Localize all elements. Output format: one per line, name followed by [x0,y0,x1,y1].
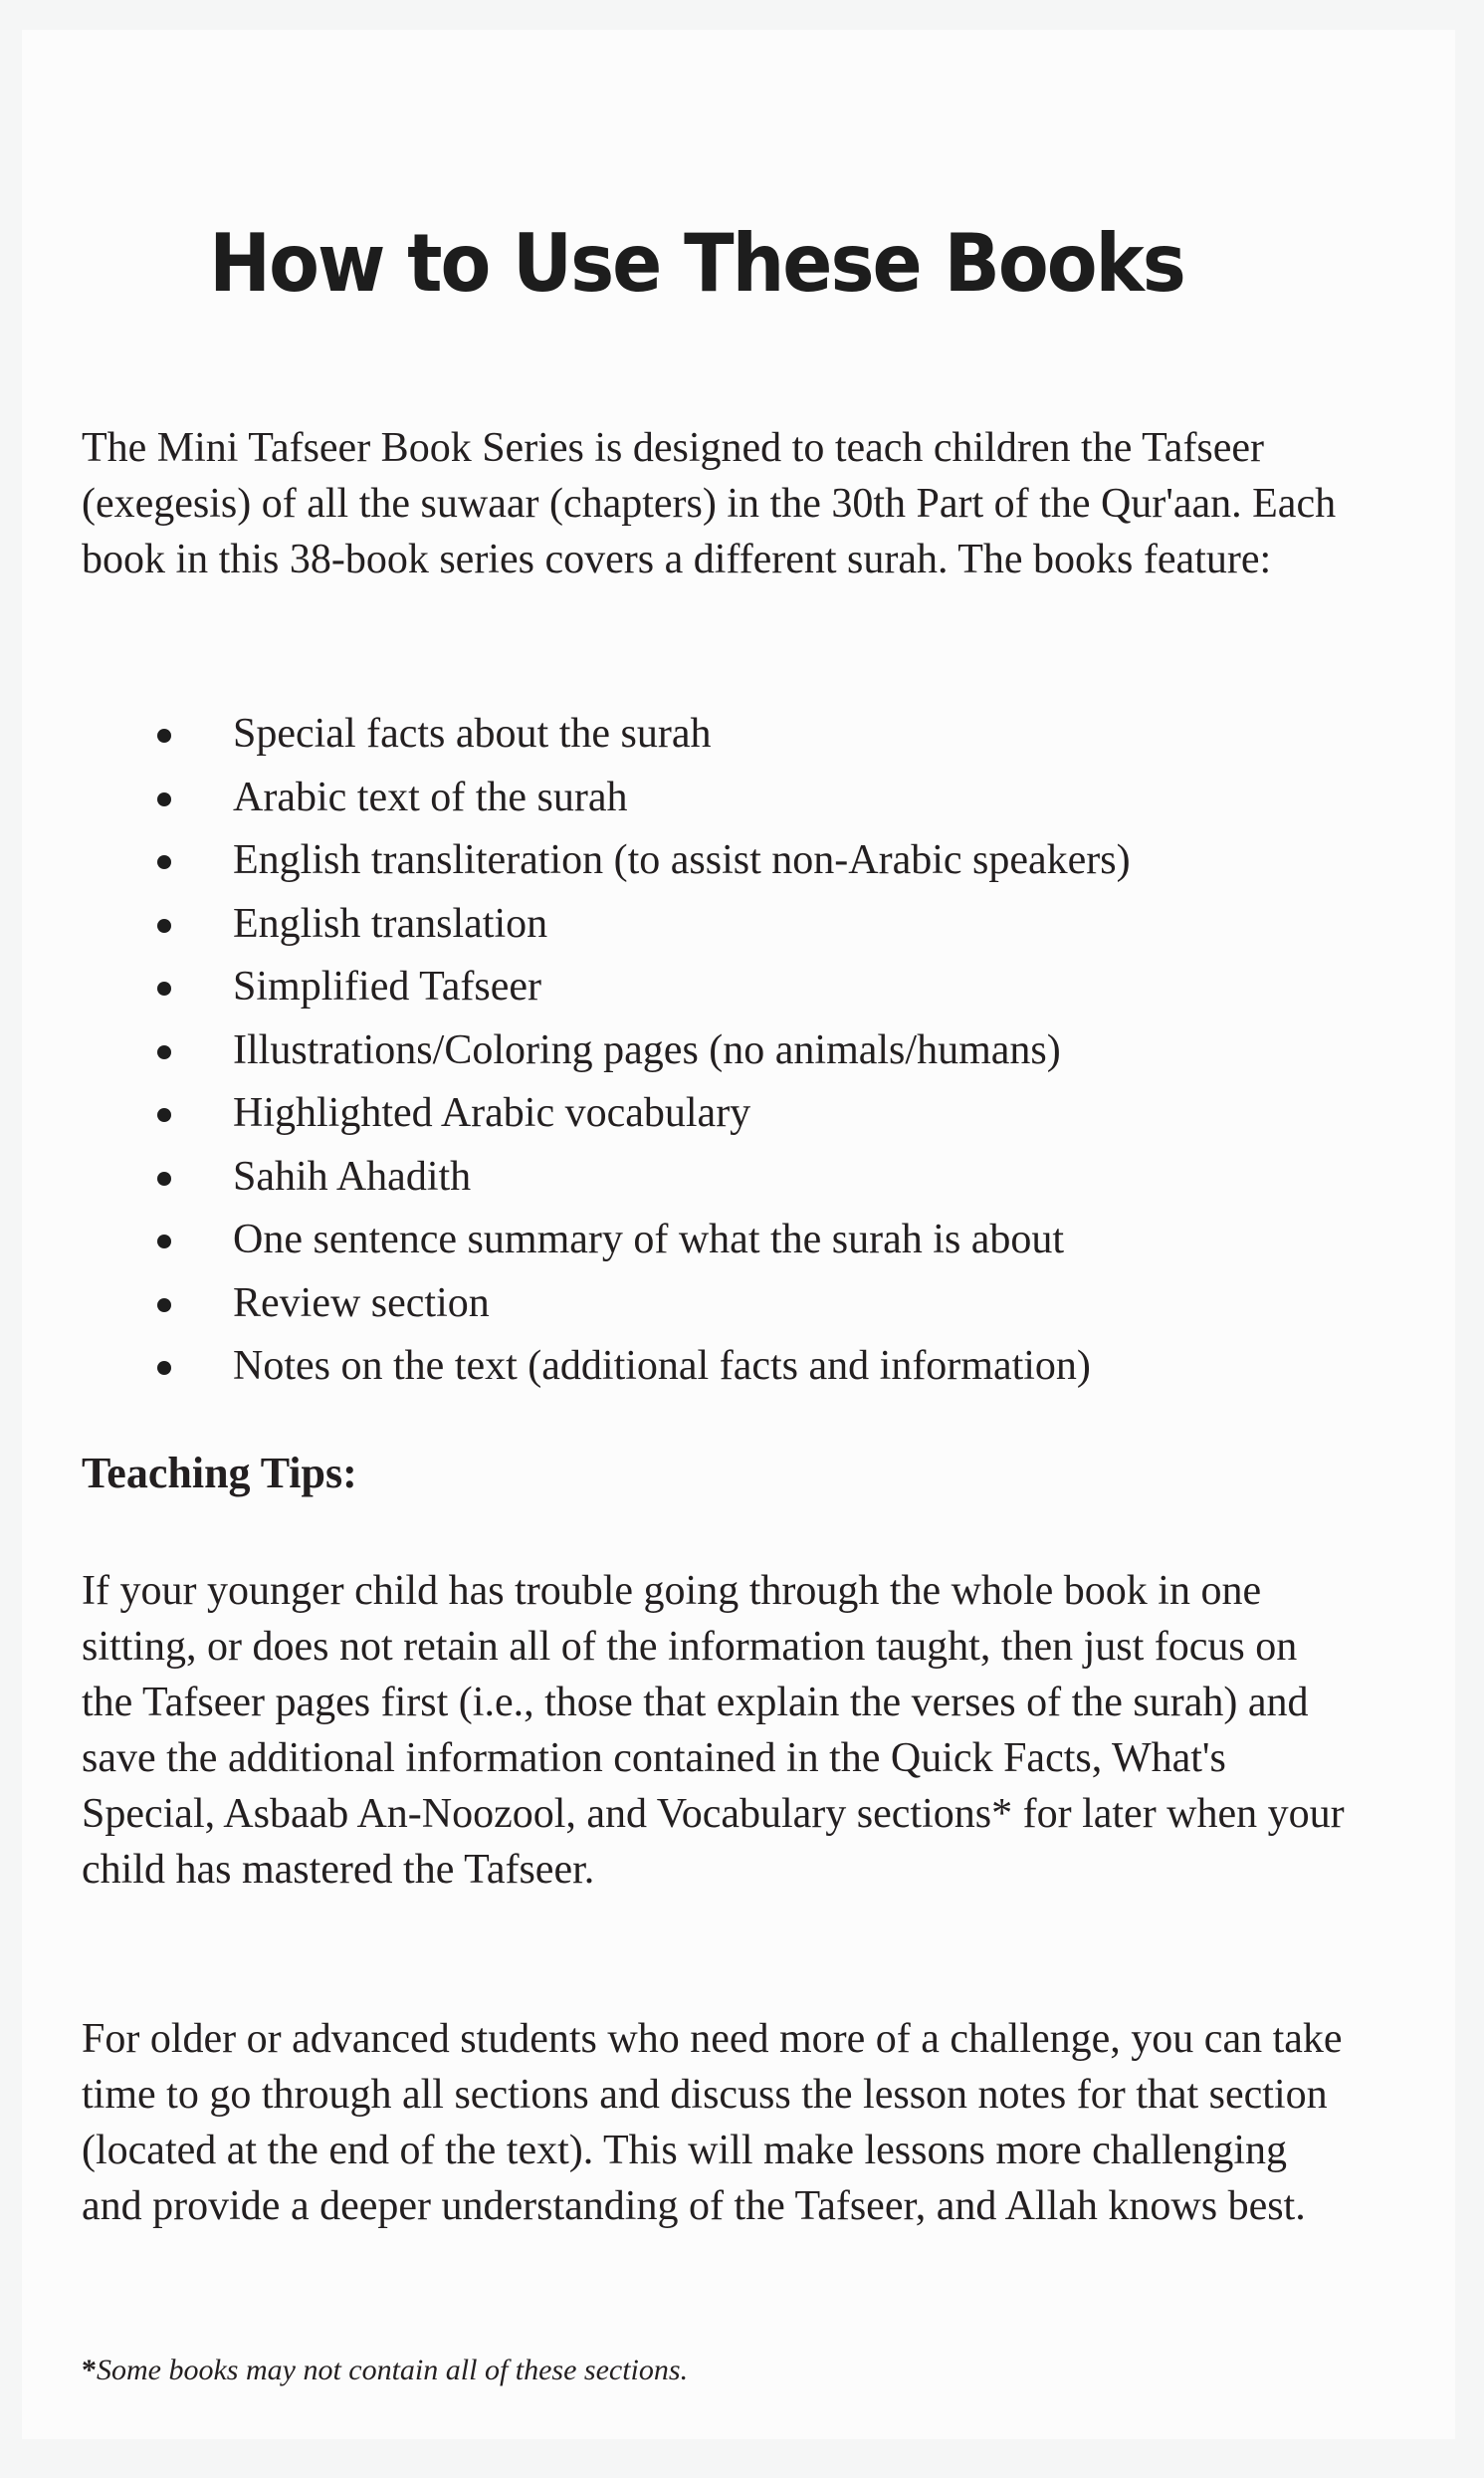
list-item [149,956,1131,1019]
intro-paragraph: The Mini Tafseer Book Series is designed to teach children the Tafseer (exegesis) of all the suwaar (chapters) in the 30th Part of the Qur'aan. Each book in this 38-book series covers a different surah. The books feature: [82,425,1337,582]
list-item [149,1209,1131,1272]
features-list [149,703,1131,1399]
bullet-icon [157,792,171,806]
list-item [149,1335,1131,1399]
page-title: How to Use These Books [209,217,1184,311]
footnote-marker: * [82,2354,97,2386]
list-item [149,1146,1131,1210]
list-item [149,703,1131,767]
list-item-text: Highlighted Arabic vocabulary [233,1090,751,1136]
list-item-text: One sentence summary of what the surah is about [233,1217,1065,1262]
list-item [149,829,1131,893]
bullet-icon [157,1298,171,1312]
bullet-icon [157,982,171,996]
list-item-text: English translation [233,900,548,947]
bullet-icon [157,1361,171,1375]
bullet-icon [157,1045,171,1059]
list-item-text: Sahih Ahadith [233,1153,472,1200]
list-item-text: Arabic text of the surah [233,774,628,820]
list-item [149,767,1131,830]
footnote [82,2354,688,2387]
bullet-icon [157,1235,171,1248]
list-item-text: Special facts about the surah [233,711,712,757]
teaching-tips-paragraph-2: For older or advanced students who need more of a challenge, you can take time to go through all sections and discuss the lesson notes for that section (located at the end of the text). This will make lessons more challenging and provide a deeper understanding of the Tafseer, and Allah knows best. [82,2016,1343,2229]
list-item-text: Notes on the text (additional facts and information) [233,1343,1091,1389]
list-item-text: Simplified Tafseer [233,964,542,1010]
bullet-icon [157,729,171,743]
list-item [149,893,1131,957]
list-item-text: Review section [233,1279,490,1326]
list-item [149,1082,1131,1146]
teaching-tips-heading: Teaching Tips: [82,1449,357,1497]
list-item [149,1272,1131,1336]
bullet-icon [157,919,171,933]
list-item-text: English transliteration (to assist non-Arabic speakers) [233,837,1131,883]
bullet-icon [157,855,171,869]
list-item [149,1019,1131,1083]
list-item-text: Illustrations/Coloring pages (no animals/humans) [233,1026,1061,1073]
teaching-tips-paragraph-1: If your younger child has trouble going through the whole book in one sitting, or does not retain all of the information taught, then just focus on the Tafseer pages first (i.e., those that explain the verses of the surah) and save the additional information contained in the Quick Facts, What's Special, Asbaab An-Noozool, and Vocabulary sections* for later when your child has mastered the Tafseer. [82,1568,1345,1893]
footnote-text: Some books may not contain all of these sections. [97,2354,689,2386]
bullet-icon [157,1108,171,1122]
bullet-icon [157,1172,171,1186]
